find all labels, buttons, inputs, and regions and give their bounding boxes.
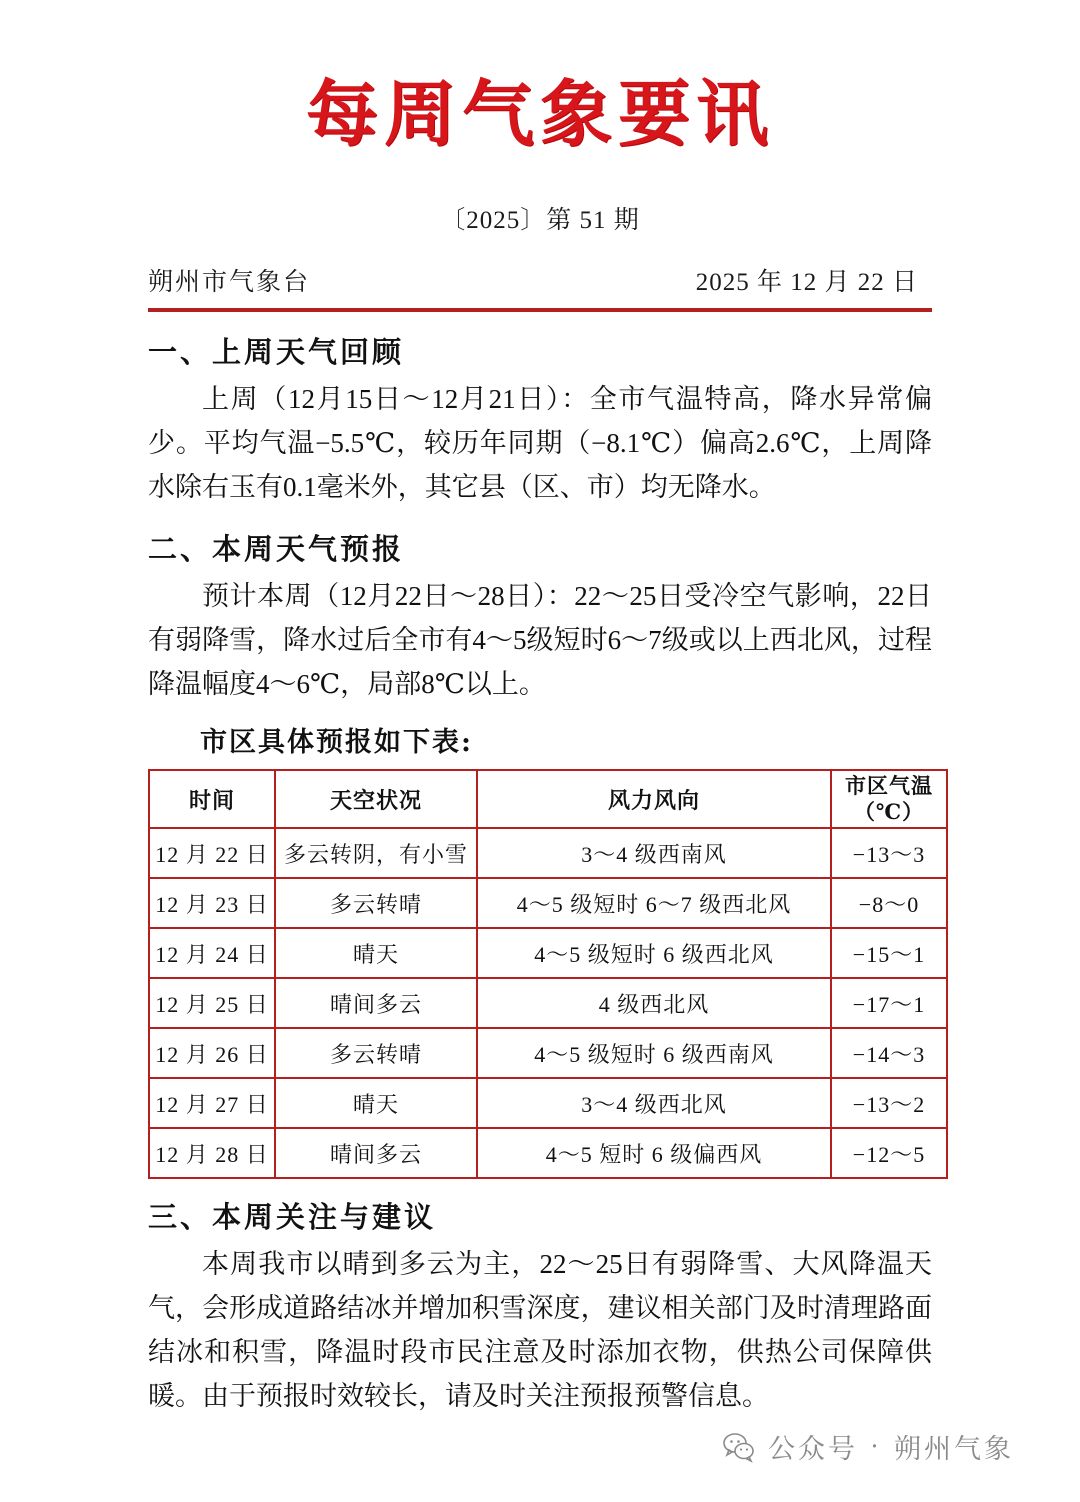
table-row [149, 1128, 947, 1178]
cell-wind: 3～4 级西南风 [477, 828, 831, 878]
cell-sky: 多云转晴 [275, 1028, 477, 1078]
cell-temperature: −12～5 [831, 1128, 947, 1178]
table-header-time: 时间 [149, 770, 275, 828]
issue-date: 2025 年 12 月 22 日 [695, 269, 918, 296]
cell-sky: 晴间多云 [275, 1128, 477, 1178]
cell-temperature: −17～1 [831, 978, 947, 1028]
footer-brand [722, 1427, 1014, 1466]
table-header-temperature-unit: （℃） [853, 800, 925, 824]
cell-wind: 4 级西北风 [477, 978, 831, 1028]
cell-temperature: −8～0 [831, 878, 947, 928]
section-body-review: 上周（12月15日～12月21日）：全市气温特高，降水异常偏少。平均气温−5.5℃，较历年同期（−8.1℃）偏高2.6℃，上周降水除右玉有0.1毫米外，其它县（区、市）均无降水。 [148, 384, 932, 502]
cell-temperature: −13～2 [831, 1078, 947, 1128]
section-title-forecast: 二、本周天气预报 [148, 532, 405, 566]
footer-label: 公众号 [768, 1434, 858, 1464]
table-caption: 市区具体预报如下表: [200, 727, 473, 758]
issue-number: 〔2025〕第 51 期 [440, 207, 640, 234]
cell-temperature: −15～1 [831, 928, 947, 978]
cell-time: 12 月 28 日 [149, 1128, 275, 1178]
footer-separator: · [870, 1431, 882, 1461]
table-row [149, 978, 947, 1028]
cell-time: 12 月 25 日 [149, 978, 275, 1028]
cell-sky: 晴天 [275, 928, 477, 978]
table-row [149, 1028, 947, 1078]
forecast-table [148, 769, 948, 1179]
table-header-temperature [831, 770, 947, 828]
issuing-organization: 朔州市气象台 [148, 269, 311, 296]
cell-temperature: −13～3 [831, 828, 947, 878]
header-divider [148, 308, 932, 312]
table-row [149, 1078, 947, 1128]
cell-wind: 4～5 级短时 6 级西北风 [477, 928, 831, 978]
cell-sky: 多云转晴 [275, 878, 477, 928]
cell-time: 12 月 27 日 [149, 1078, 275, 1128]
org-date-row [148, 262, 932, 298]
table-header-row [149, 770, 947, 828]
table-row [149, 828, 947, 878]
cell-sky: 晴天 [275, 1078, 477, 1128]
section-body-advice: 本周我市以晴到多云为主，22～25日有弱降雪、大风降温天气，会形成道路结冰并增加积雪深度，建议相关部门及时清理路面结冰和积雪，降温时段市民注意及时添加衣物，供热公司保障供暖。由于预报时效较长，请及时关注预报预警信息。 [148, 1249, 932, 1411]
cell-time: 12 月 24 日 [149, 928, 275, 978]
cell-time: 12 月 26 日 [149, 1028, 275, 1078]
section-title-review: 一、上周天气回顾 [148, 335, 405, 369]
table-header-wind: 风力风向 [477, 770, 831, 828]
wechat-icon [722, 1430, 756, 1464]
table-header-temperature-label: 市区气温 [845, 774, 933, 798]
cell-wind: 4～5 级短时 6 级西南风 [477, 1028, 831, 1078]
cell-wind: 4～5 短时 6 级偏西风 [477, 1128, 831, 1178]
section-body-forecast: 预计本周（12月22日～28日）：22～25日受冷空气影响，22日有弱降雪，降水过后全市有4～5级短时6～7级或以上西北风，过程降温幅度4～6℃，局部8℃以上。 [148, 581, 932, 699]
section-title-advice: 三、本周关注与建议 [148, 1200, 437, 1234]
cell-temperature: −14～3 [831, 1028, 947, 1078]
cell-time: 12 月 23 日 [149, 878, 275, 928]
cell-time: 12 月 22 日 [149, 828, 275, 878]
cell-wind: 4～5 级短时 6～7 级西北风 [477, 878, 831, 928]
table-header-sky: 天空状况 [275, 770, 477, 828]
cell-wind: 3～4 级西北风 [477, 1078, 831, 1128]
table-row [149, 878, 947, 928]
cell-sky: 多云转阴，有小雪 [275, 828, 477, 878]
table-row [149, 928, 947, 978]
footer-account-name: 朔州气象 [894, 1434, 1014, 1464]
cell-sky: 晴间多云 [275, 978, 477, 1028]
masthead-title: 每周气象要讯 [305, 71, 774, 156]
